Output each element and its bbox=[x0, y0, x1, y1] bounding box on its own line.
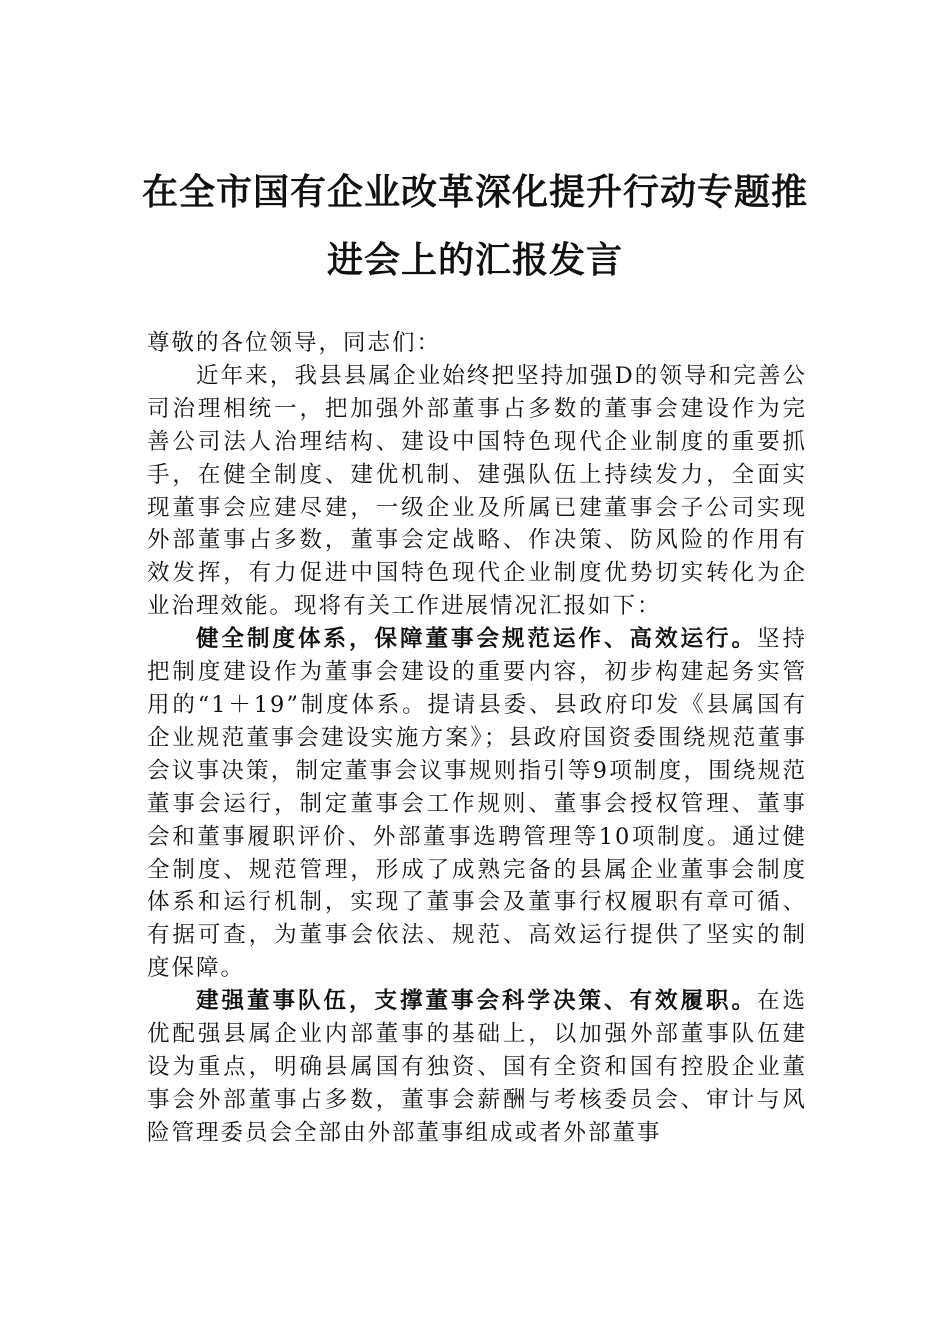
document-title-line-1: 在全市国有企业改革深化提升行动专题推 bbox=[141, 171, 808, 213]
section-2-text: 在选优配强县属企业内部董事的基础上，以加强外部董事队伍建设为重点，明确县属国有独资、国有全资和国有控股企业董事会外部董事占多数，董事会薪酬与考核委员会、审计与风险管理委员会全部由外部董事组成或者外部董事 bbox=[147, 988, 807, 1146]
document-body bbox=[147, 327, 807, 1150]
section-2-paragraph bbox=[147, 985, 807, 1150]
section-1-text: 坚持把制度建设作为董事会建设的重要内容，初步构建起务实管用的“1＋19”制度体系。提请县委、县政府印发《县属国有企业规范董事会建设实施方案》；县政府国资委围绕规范董事会议事决策，制定董事会议事规则指引等9项制度，围绕规范董事会运行，制定董事会工作规则、董事会授权管理、董事会和董事履职评价、外部董事选聘管理等10项制度。通过健全制度、规范管理，形成了成熟完备的县属企业董事会制度体系和运行机制，实现了董事会及董事行权履职有章可循、有据可查，为董事会依法、规范、高效运行提供了坚实的制度保障。 bbox=[147, 626, 807, 982]
section-2-heading: 建强董事队伍，支撑董事会科学决策、有效履职。 bbox=[196, 988, 757, 1015]
intro-paragraph: 近年来，我县县属企业始终把坚持加强D的领导和完善公司治理相统一，把加强外部董事占多数的董事会建设作为完善公司法人治理结构、建设中国特色现代企业制度的重要抓手，在健全制度、建优机制、建强队伍上持续发力，全面实现董事会应建尽建，一级企业及所属已建董事会子公司实现外部董事占多数，董事会定战略、作决策、防风险的作用有效发挥，有力促进中国特色现代企业制度优势切实转化为企业治理效能。现将有关工作进展情况汇报如下： bbox=[147, 362, 807, 620]
salutation: 尊敬的各位领导，同志们： bbox=[147, 330, 442, 356]
section-1-heading: 健全制度体系，保障董事会规范运作、高效运行。 bbox=[196, 626, 757, 653]
document-title-line-2: 进会上的汇报发言 bbox=[326, 239, 623, 281]
section-1-paragraph bbox=[147, 623, 807, 985]
